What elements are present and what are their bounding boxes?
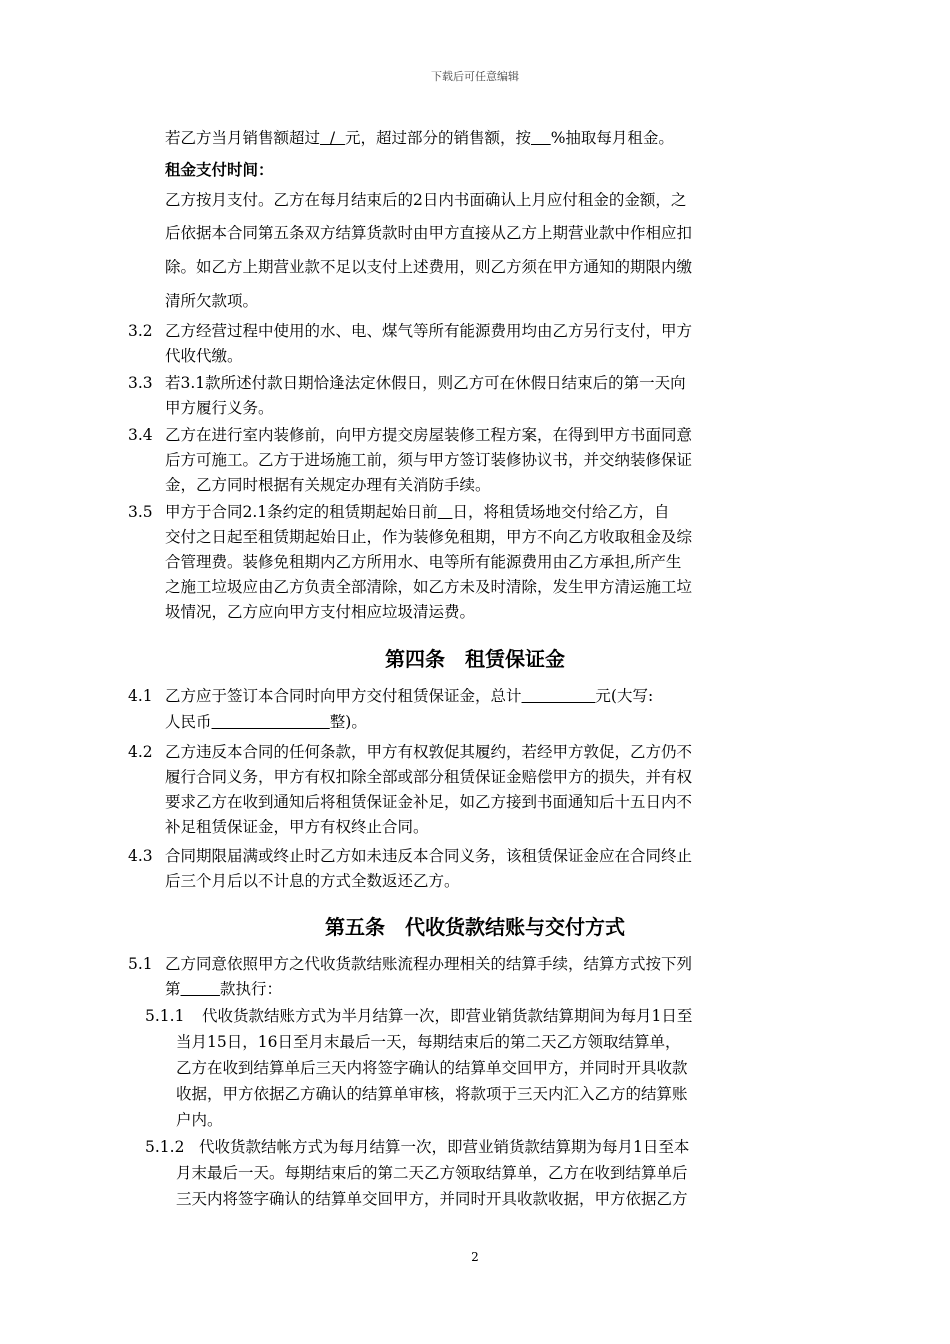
paragraph-line: 清所欠款项。 (165, 292, 259, 310)
payment-time-heading: 租金支付时间： (165, 160, 274, 179)
paragraph-line: 乙方按月支付。乙方在每月结束后的2日内书面确认上月应付租金的金额，之 (165, 191, 687, 209)
page-header: 下载后可任意编辑 (431, 70, 519, 83)
clause-number: 3.2 (128, 322, 153, 340)
clause-line: 若3.1款所述付款日期恰逢法定休假日，则乙方可在休假日结束后的第一天向 (165, 374, 686, 392)
blank-field (212, 713, 330, 731)
clause-line: 三天内将签字确认的结算单交回甲方，并同时开具收款收据，甲方依据乙方 (176, 1190, 688, 1208)
clause-line: 代收货款结帐方式为每月结算一次，即营业销货款结算期为每月1日至本 (199, 1138, 690, 1156)
clause-line: 第 款执行： (165, 980, 282, 998)
clause-number: 4.1 (128, 687, 153, 705)
article-4-title: 第四条 租赁保证金 (385, 647, 565, 671)
clause-line: 之施工垃圾应由乙方负责全部清除，如乙方未及时清除，发生甲方清运施工垃 (165, 578, 693, 596)
blank-field (181, 980, 220, 998)
page-number: 2 (471, 1250, 479, 1264)
clause-line: 乙方违反本合同的任何条款，甲方有权敦促其履约，若经甲方敦促，乙方仍不 (165, 743, 693, 761)
paragraph-line: 除。如乙方上期营业款不足以支付上述费用，则乙方须在甲方通知的期限内缴 (165, 258, 693, 276)
clause-line: 补足租赁保证金，甲方有权终止合同。 (165, 818, 429, 836)
clause-number: 4.2 (128, 743, 153, 761)
clause-line: 履行合同义务，甲方有权扣除全部或部分租赁保证金赔偿甲方的损失，并有权 (165, 768, 693, 786)
clause-line: 人民币 整)。 (165, 713, 367, 731)
clause-line: 乙方同意依照甲方之代收货款结账流程办理相关的结算手续，结算方式按下列 (165, 955, 693, 973)
clause-line: 户内。 (176, 1111, 223, 1129)
clause-number: 3.3 (128, 374, 153, 392)
clause-line: 乙方在进行室内装修前，向甲方提交房屋装修工程方案，在得到甲方书面同意 (165, 426, 693, 444)
paragraph-line: 后依据本合同第五条双方结算货款时由甲方直接从乙方上期营业款中作相应扣 (165, 224, 693, 242)
clause-number: 5.1 (128, 955, 153, 973)
clause-line: 收据，甲方依据乙方确认的结算单审核，将款项于三天内汇入乙方的结算账 (176, 1085, 688, 1103)
clause-number: 4.3 (128, 847, 153, 865)
clause-line: 代收代缴。 (165, 347, 243, 365)
clause-line: 代收货款结账方式为半月结算一次，即营业销货款结算期间为每月1日至 (202, 1007, 693, 1025)
clause-number: 5.1.2 (145, 1138, 185, 1156)
clause-line: 后三个月后以不计息的方式全数返还乙方。 (165, 872, 460, 890)
clause-line: 交付之日起至租赁期起始日止，作为装修免租期，甲方不向乙方收取租金及综 (165, 528, 693, 546)
clause-line: 乙方应于签订本合同时向甲方交付租赁保证金，总计 元(大写: (165, 687, 654, 705)
clause-line: 乙方经营过程中使用的水、电、煤气等所有能源费用均由乙方另行支付，甲方 (165, 322, 693, 340)
article-5-title: 第五条 代收货款结账与交付方式 (325, 915, 625, 939)
clause-line: 甲方履行义务。 (165, 399, 274, 417)
clause-line: 后方可施工。乙方于进场施工前，须与甲方签订装修协议书，并交纳装修保证 (165, 451, 693, 469)
clause-line: 乙方在收到结算单后三天内将签字确认的结算单交回甲方，并同时开具收款 (176, 1059, 688, 1077)
clause-line: 甲方于合同2.1条约定的租赁期起始日前 日，将租赁场地交付给乙方，自 (165, 503, 670, 521)
blank-field (522, 687, 596, 705)
rent-excess-line: 若乙方当月销售额超过 / 元，超过部分的销售额，按 %抽取每月租金。 (165, 129, 674, 147)
clause-line: 金，乙方同时根据有关规定办理有关消防手续。 (165, 476, 491, 494)
clause-line: 合同期限届满或终止时乙方如未违反本合同义务，该租赁保证金应在合同终止 (165, 847, 693, 865)
clause-line: 合管理费。装修免租期内乙方所用水、电等所有能源费用由乙方承担,所产生 (165, 553, 682, 571)
clause-line: 月末最后一天。每期结束后的第二天乙方领取结算单，乙方在收到结算单后 (176, 1164, 688, 1182)
blank-field (438, 503, 453, 521)
clause-number: 3.5 (128, 503, 153, 521)
clause-number: 5.1.1 (145, 1007, 185, 1025)
clause-line: 当月15日，16日至月末最后一天，每期结束后的第二天乙方领取结算单， (176, 1033, 681, 1051)
clause-line: 圾情况，乙方应向甲方支付相应垃圾清运费。 (165, 603, 476, 621)
clause-number: 3.4 (128, 426, 153, 444)
blank-field: / (320, 129, 345, 147)
clause-line: 要求乙方在收到通知后将租赁保证金补足，如乙方接到书面通知后十五日内不 (165, 793, 693, 811)
blank-field (531, 129, 551, 147)
